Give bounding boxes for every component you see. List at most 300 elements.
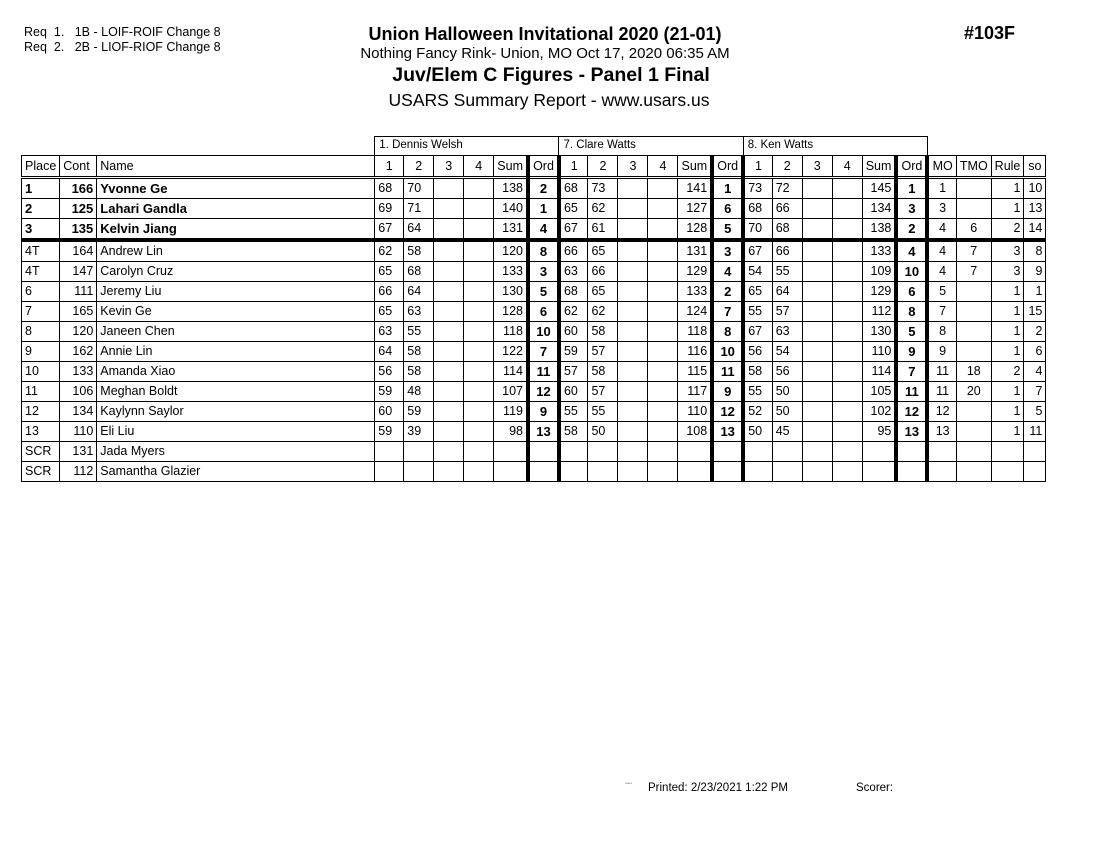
sum-cell: 109 [862, 262, 896, 282]
ordinal-cell [712, 462, 743, 482]
score-cell [832, 262, 862, 282]
name-cell: Jada Myers [97, 442, 375, 462]
score-cell [434, 462, 464, 482]
ordinal-cell: 10 [528, 322, 559, 342]
sum-cell: 130 [494, 282, 528, 302]
col-judge-3-2: 2 [772, 156, 802, 178]
cont-cell: 131 [60, 442, 97, 462]
score-cell [618, 282, 648, 302]
score-cell: 67 [743, 322, 772, 342]
score-cell [802, 199, 832, 219]
sum-cell: 105 [862, 382, 896, 402]
place-cell: 4T [22, 262, 60, 282]
place-cell: SCR [22, 442, 60, 462]
score-cell [648, 462, 678, 482]
table-row [22, 362, 1046, 382]
tmo-cell [956, 442, 991, 462]
score-cell: 50 [588, 422, 618, 442]
place-cell: 12 [22, 402, 60, 422]
ordinal-cell: 8 [528, 240, 559, 262]
tmo-cell: 7 [956, 262, 991, 282]
col-name: Name [97, 156, 375, 178]
score-cell [648, 302, 678, 322]
score-cell [434, 219, 464, 241]
so-cell: 13 [1024, 199, 1046, 219]
score-cell [464, 442, 494, 462]
rule-cell: 1 [991, 302, 1024, 322]
score-cell: 58 [588, 362, 618, 382]
col-judge-2-2: 2 [588, 156, 618, 178]
score-cell [464, 382, 494, 402]
score-cell: 60 [559, 382, 588, 402]
judge-2-name: 7. Clare Watts [559, 137, 743, 156]
score-cell [464, 199, 494, 219]
score-cell: 64 [772, 282, 802, 302]
so-cell: 5 [1024, 402, 1046, 422]
col-judge-2-3: 3 [618, 156, 648, 178]
col-judge-1-3: 3 [434, 156, 464, 178]
ordinal-cell: 1 [712, 178, 743, 199]
ordinal-cell: 1 [896, 178, 927, 199]
sum-cell: 133 [678, 282, 712, 302]
sum-cell: 138 [862, 219, 896, 241]
score-cell [802, 442, 832, 462]
score-cell: 58 [588, 322, 618, 342]
rule-cell [991, 462, 1024, 482]
score-cell [464, 240, 494, 262]
score-cell: 54 [772, 342, 802, 362]
ordinal-cell: 6 [712, 199, 743, 219]
table-row [22, 262, 1046, 282]
score-cell [464, 362, 494, 382]
score-cell [404, 442, 434, 462]
ordinal-cell: 10 [712, 342, 743, 362]
sum-cell: 118 [678, 322, 712, 342]
col-judge-2-4: 4 [648, 156, 678, 178]
mo-cell: 12 [927, 402, 956, 422]
sum-cell: 145 [862, 178, 896, 199]
score-cell [618, 219, 648, 241]
score-cell: 65 [559, 199, 588, 219]
cont-cell: 110 [60, 422, 97, 442]
so-cell: 10 [1024, 178, 1046, 199]
col-judge-3-4: 4 [832, 156, 862, 178]
so-cell: 11 [1024, 422, 1046, 442]
report-title-block [330, 23, 780, 112]
place-cell: 13 [22, 422, 60, 442]
sum-cell [494, 442, 528, 462]
score-cell: 68 [375, 178, 404, 199]
score-cell [434, 402, 464, 422]
rule-cell: 2 [991, 219, 1024, 241]
score-cell [802, 282, 832, 302]
score-cell [464, 262, 494, 282]
sum-cell: 128 [678, 219, 712, 241]
score-cell [802, 362, 832, 382]
col-place: Place [22, 156, 60, 178]
score-cell [618, 240, 648, 262]
score-cell [832, 282, 862, 302]
score-cell: 70 [404, 178, 434, 199]
cont-cell: 165 [60, 302, 97, 322]
tmo-cell: 20 [956, 382, 991, 402]
cont-cell: 112 [60, 462, 97, 482]
score-cell: 59 [375, 422, 404, 442]
so-cell: 4 [1024, 362, 1046, 382]
score-cell [648, 240, 678, 262]
tmo-cell [956, 402, 991, 422]
cont-cell: 164 [60, 240, 97, 262]
place-cell: 11 [22, 382, 60, 402]
ordinal-cell: 6 [896, 282, 927, 302]
sum-cell: 129 [678, 262, 712, 282]
rule-cell: 1 [991, 178, 1024, 199]
score-cell: 63 [375, 322, 404, 342]
mo-cell [927, 442, 956, 462]
score-cell [832, 402, 862, 422]
cont-cell: 135 [60, 219, 97, 241]
score-cell [832, 342, 862, 362]
name-cell: Kevin Ge [97, 302, 375, 322]
score-cell [802, 462, 832, 482]
score-cell: 68 [559, 178, 588, 199]
cont-cell: 106 [60, 382, 97, 402]
score-cell: 66 [375, 282, 404, 302]
score-cell: 64 [375, 342, 404, 362]
score-cell: 66 [588, 262, 618, 282]
table-row [22, 282, 1046, 302]
mo-cell: 4 [927, 240, 956, 262]
so-cell: 2 [1024, 322, 1046, 342]
score-cell [559, 442, 588, 462]
score-cell [464, 219, 494, 241]
score-cell: 55 [559, 402, 588, 422]
sum-cell: 120 [494, 240, 528, 262]
col-judge-3-ord: Ord [896, 156, 927, 178]
sum-cell: 141 [678, 178, 712, 199]
score-cell: 60 [559, 322, 588, 342]
sum-cell: 110 [862, 342, 896, 362]
ordinal-cell: 11 [712, 362, 743, 382]
mo-cell [927, 462, 956, 482]
ordinal-cell [528, 462, 559, 482]
col-judge-3-sum: Sum [862, 156, 896, 178]
place-cell: SCR [22, 462, 60, 482]
name-cell: Kaylynn Saylor [97, 402, 375, 422]
score-cell [648, 362, 678, 382]
score-cell: 65 [588, 240, 618, 262]
ordinal-cell [528, 442, 559, 462]
ordinal-cell: 9 [528, 402, 559, 422]
score-cell [434, 362, 464, 382]
competition-title: Union Halloween Invitational 2020 (21-01) [368, 24, 722, 44]
score-cell [832, 219, 862, 241]
score-cell: 63 [772, 322, 802, 342]
so-cell: 9 [1024, 262, 1046, 282]
score-cell [802, 240, 832, 262]
score-cell [802, 382, 832, 402]
ordinal-cell: 8 [896, 302, 927, 322]
mo-cell: 13 [927, 422, 956, 442]
footer-mark: ▫▫▫▫ [625, 781, 633, 787]
score-cell [434, 199, 464, 219]
score-cell: 65 [375, 302, 404, 322]
place-cell: 6 [22, 282, 60, 302]
col-so: so [1024, 156, 1046, 178]
score-cell [832, 199, 862, 219]
ordinal-cell: 3 [712, 240, 743, 262]
sum-cell: 124 [678, 302, 712, 322]
name-cell: Yvonne Ge [97, 178, 375, 199]
ordinal-cell: 7 [528, 342, 559, 362]
name-cell: Janeen Chen [97, 322, 375, 342]
requirement-1: Req 1. 1B - LOIF-ROIF Change 8 [24, 25, 221, 39]
score-cell [648, 282, 678, 302]
score-cell: 66 [772, 240, 802, 262]
place-cell: 9 [22, 342, 60, 362]
rule-cell [991, 442, 1024, 462]
so-cell: 1 [1024, 282, 1046, 302]
cont-cell: 166 [60, 178, 97, 199]
name-cell: Andrew Lin [97, 240, 375, 262]
rule-cell: 3 [991, 262, 1024, 282]
cont-cell: 133 [60, 362, 97, 382]
score-cell [434, 322, 464, 342]
score-cell: 56 [743, 342, 772, 362]
mo-cell: 11 [927, 382, 956, 402]
mo-cell: 7 [927, 302, 956, 322]
col-judge-3-1: 1 [743, 156, 772, 178]
name-cell: Annie Lin [97, 342, 375, 362]
sum-cell: 127 [678, 199, 712, 219]
sum-cell: 114 [494, 362, 528, 382]
score-cell: 67 [375, 219, 404, 241]
score-cell [618, 342, 648, 362]
score-cell [464, 402, 494, 422]
place-cell: 10 [22, 362, 60, 382]
col-judge-2-ord: Ord [712, 156, 743, 178]
sum-cell: 134 [862, 199, 896, 219]
mo-cell: 4 [927, 262, 956, 282]
score-cell [404, 462, 434, 482]
score-cell [464, 422, 494, 442]
score-cell: 59 [375, 382, 404, 402]
score-cell [832, 442, 862, 462]
ordinal-cell: 2 [528, 178, 559, 199]
mo-cell: 8 [927, 322, 956, 342]
ordinal-cell: 4 [896, 240, 927, 262]
score-cell: 69 [375, 199, 404, 219]
ordinal-cell: 7 [896, 362, 927, 382]
score-cell [772, 462, 802, 482]
score-cell: 62 [559, 302, 588, 322]
score-cell [802, 322, 832, 342]
score-cell [464, 178, 494, 199]
score-cell: 58 [404, 362, 434, 382]
ordinal-cell: 11 [896, 382, 927, 402]
table-row [22, 199, 1046, 219]
column-header-row [22, 156, 1046, 178]
score-cell [802, 302, 832, 322]
sum-cell [678, 462, 712, 482]
score-cell: 57 [588, 382, 618, 402]
table-row [22, 462, 1046, 482]
score-cell [588, 462, 618, 482]
score-cell: 58 [743, 362, 772, 382]
sum-cell: 114 [862, 362, 896, 382]
sum-cell: 112 [862, 302, 896, 322]
score-cell [832, 422, 862, 442]
ordinal-cell: 2 [712, 282, 743, 302]
score-cell [832, 462, 862, 482]
cont-cell: 125 [60, 199, 97, 219]
rule-cell: 1 [991, 382, 1024, 402]
sum-cell: 122 [494, 342, 528, 362]
table-row [22, 322, 1046, 342]
score-cell [648, 442, 678, 462]
sum-cell: 130 [862, 322, 896, 342]
name-cell: Carolyn Cruz [97, 262, 375, 282]
tmo-cell: 18 [956, 362, 991, 382]
so-cell: 14 [1024, 219, 1046, 241]
score-cell: 52 [743, 402, 772, 422]
tmo-cell [956, 322, 991, 342]
sum-cell: 140 [494, 199, 528, 219]
col-judge-1-sum: Sum [494, 156, 528, 178]
score-cell: 56 [772, 362, 802, 382]
rule-cell: 3 [991, 240, 1024, 262]
rule-cell: 1 [991, 282, 1024, 302]
score-cell [618, 362, 648, 382]
ordinal-cell: 12 [896, 402, 927, 422]
table-row [22, 219, 1046, 241]
scorer-label: Scorer: [856, 782, 894, 794]
ordinal-cell: 5 [712, 219, 743, 241]
score-cell [648, 199, 678, 219]
ordinal-cell: 6 [528, 302, 559, 322]
score-cell: 55 [743, 302, 772, 322]
rule-cell: 1 [991, 322, 1024, 342]
score-cell: 72 [772, 178, 802, 199]
score-cell [618, 199, 648, 219]
score-cell: 57 [559, 362, 588, 382]
ordinal-cell: 12 [528, 382, 559, 402]
cont-cell: 120 [60, 322, 97, 342]
score-cell [802, 422, 832, 442]
score-cell: 62 [588, 302, 618, 322]
score-cell [434, 240, 464, 262]
requirements-list [24, 25, 221, 55]
sum-cell: 117 [678, 382, 712, 402]
ordinal-cell: 5 [896, 322, 927, 342]
ordinal-cell: 3 [896, 199, 927, 219]
col-judge-1-4: 4 [464, 156, 494, 178]
tmo-cell [956, 462, 991, 482]
place-cell: 4T [22, 240, 60, 262]
name-cell: Eli Liu [97, 422, 375, 442]
ordinal-cell: 4 [528, 219, 559, 241]
score-cell [618, 302, 648, 322]
score-cell [434, 302, 464, 322]
printed-timestamp: Printed: 2/23/2021 1:22 PM [648, 782, 789, 794]
score-cell [802, 178, 832, 199]
col-rule: Rule [991, 156, 1024, 178]
table-row [22, 240, 1046, 262]
event-title: Juv/Elem C Figures - Panel 1 Final [392, 64, 710, 86]
mo-cell: 5 [927, 282, 956, 302]
tmo-cell [956, 342, 991, 362]
score-cell [832, 382, 862, 402]
score-cell [772, 442, 802, 462]
score-cell [832, 240, 862, 262]
score-cell [832, 362, 862, 382]
score-cell [743, 442, 772, 462]
score-cell [434, 422, 464, 442]
score-cell: 62 [588, 199, 618, 219]
mo-cell: 9 [927, 342, 956, 362]
event-number: #103F [964, 23, 1016, 43]
ordinal-cell: 4 [712, 262, 743, 282]
name-cell: Lahari Gandla [97, 199, 375, 219]
cont-cell: 147 [60, 262, 97, 282]
rule-cell: 1 [991, 402, 1024, 422]
score-cell [832, 322, 862, 342]
score-cell: 50 [772, 402, 802, 422]
score-cell [618, 422, 648, 442]
score-cell: 73 [588, 178, 618, 199]
col-judge-3-3: 3 [802, 156, 832, 178]
results-table [21, 136, 1046, 482]
ordinal-cell: 3 [528, 262, 559, 282]
score-cell: 45 [772, 422, 802, 442]
ordinal-cell: 12 [712, 402, 743, 422]
score-cell [618, 322, 648, 342]
rule-cell: 2 [991, 362, 1024, 382]
rule-cell: 1 [991, 342, 1024, 362]
score-cell [375, 442, 404, 462]
ordinal-cell [712, 442, 743, 462]
score-cell: 59 [559, 342, 588, 362]
sum-cell: 131 [678, 240, 712, 262]
score-cell: 67 [743, 240, 772, 262]
score-cell [434, 442, 464, 462]
report-subtitle: USARS Summary Report - www.usars.us [388, 90, 710, 110]
score-cell: 50 [772, 382, 802, 402]
score-cell [434, 178, 464, 199]
name-cell: Kelvin Jiang [97, 219, 375, 241]
score-cell: 73 [743, 178, 772, 199]
score-cell: 63 [559, 262, 588, 282]
so-cell [1024, 462, 1046, 482]
so-cell: 15 [1024, 302, 1046, 322]
sum-cell: 118 [494, 322, 528, 342]
so-cell [1024, 442, 1046, 462]
score-cell: 68 [743, 199, 772, 219]
score-cell [618, 178, 648, 199]
sum-cell [862, 442, 896, 462]
score-cell [434, 282, 464, 302]
judge-header-row [22, 137, 1046, 156]
tmo-cell [956, 178, 991, 199]
score-cell: 68 [559, 282, 588, 302]
sum-cell: 110 [678, 402, 712, 422]
score-cell [618, 442, 648, 462]
score-cell: 71 [404, 199, 434, 219]
score-cell: 56 [375, 362, 404, 382]
table-row [22, 342, 1046, 362]
col-cont: Cont [60, 156, 97, 178]
score-cell: 57 [588, 342, 618, 362]
